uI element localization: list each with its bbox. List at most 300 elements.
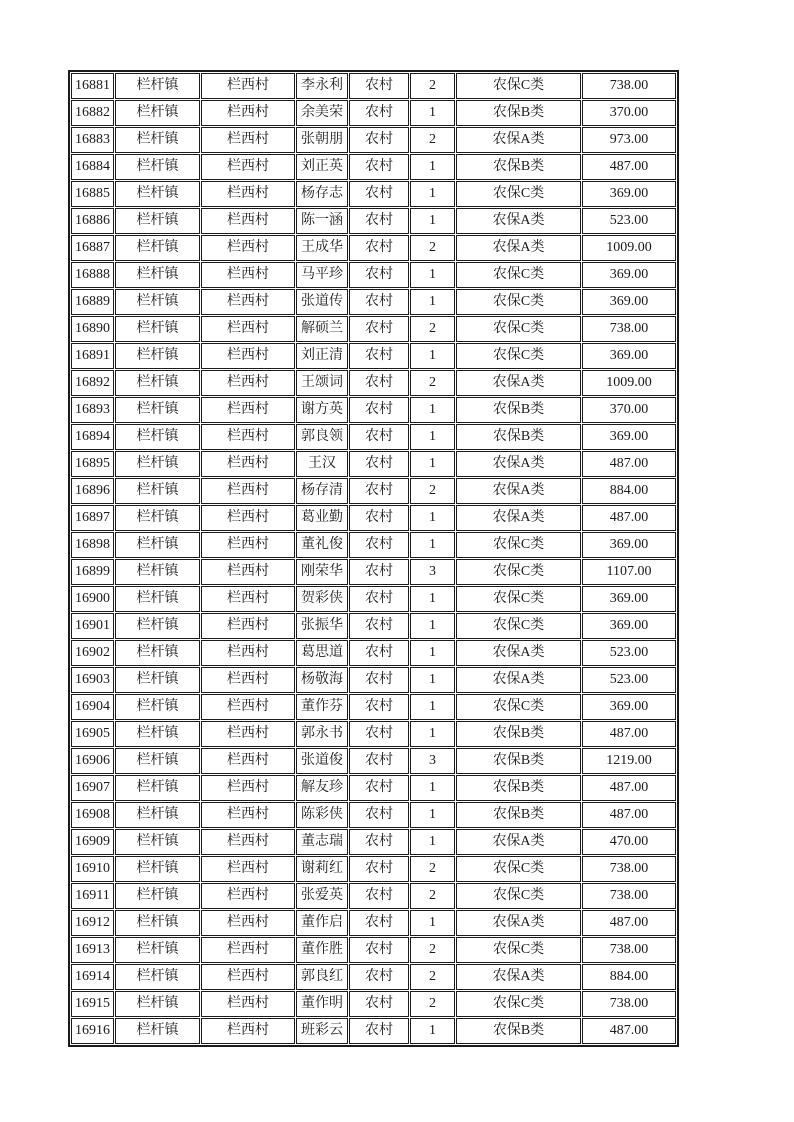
- cell-residence-type: 农村: [349, 181, 409, 207]
- cell-insurance-category: 农保A类: [456, 451, 581, 477]
- cell-residence-type: 农村: [349, 370, 409, 396]
- cell-village: 栏西村: [201, 181, 295, 207]
- cell-town: 栏杆镇: [115, 424, 200, 450]
- cell-insurance-category: 农保A类: [456, 964, 581, 990]
- table-row: [71, 640, 676, 666]
- cell-amount: 369.00: [582, 532, 676, 558]
- cell-insurance-category: 农保B类: [456, 802, 581, 828]
- cell-amount: 738.00: [582, 883, 676, 909]
- cell-residence-type: 农村: [349, 1018, 409, 1044]
- cell-town: 栏杆镇: [115, 667, 200, 693]
- cell-person-count: 1: [410, 208, 455, 234]
- table-row: [71, 532, 676, 558]
- cell-person-count: 1: [410, 829, 455, 855]
- cell-amount: 487.00: [582, 802, 676, 828]
- cell-record-id: 16910: [71, 856, 114, 882]
- cell-person-name: 刘正清: [296, 343, 348, 369]
- cell-person-name: 班彩云: [296, 1018, 348, 1044]
- cell-town: 栏杆镇: [115, 181, 200, 207]
- cell-residence-type: 农村: [349, 559, 409, 585]
- cell-person-count: 1: [410, 505, 455, 531]
- table-row: [71, 991, 676, 1017]
- cell-record-id: 16882: [71, 100, 114, 126]
- cell-village: 栏西村: [201, 991, 295, 1017]
- cell-amount: 973.00: [582, 127, 676, 153]
- cell-amount: 884.00: [582, 478, 676, 504]
- table-row: [71, 856, 676, 882]
- cell-amount: 487.00: [582, 505, 676, 531]
- cell-village: 栏西村: [201, 937, 295, 963]
- cell-amount: 738.00: [582, 316, 676, 342]
- cell-insurance-category: 农保B类: [456, 397, 581, 423]
- table-row: [71, 127, 676, 153]
- cell-record-id: 16898: [71, 532, 114, 558]
- table-row: [71, 424, 676, 450]
- cell-residence-type: 农村: [349, 937, 409, 963]
- cell-record-id: 16902: [71, 640, 114, 666]
- cell-town: 栏杆镇: [115, 586, 200, 612]
- cell-amount: 523.00: [582, 667, 676, 693]
- cell-record-id: 16906: [71, 748, 114, 774]
- cell-person-count: 1: [410, 397, 455, 423]
- cell-person-count: 2: [410, 991, 455, 1017]
- cell-person-count: 2: [410, 964, 455, 990]
- cell-person-count: 1: [410, 262, 455, 288]
- table-row: [71, 829, 676, 855]
- cell-amount: 738.00: [582, 991, 676, 1017]
- cell-insurance-category: 农保A类: [456, 829, 581, 855]
- cell-person-count: 2: [410, 856, 455, 882]
- cell-town: 栏杆镇: [115, 370, 200, 396]
- cell-insurance-category: 农保C类: [456, 991, 581, 1017]
- cell-village: 栏西村: [201, 721, 295, 747]
- table-row: [71, 883, 676, 909]
- cell-town: 栏杆镇: [115, 154, 200, 180]
- cell-town: 栏杆镇: [115, 694, 200, 720]
- cell-person-name: 张道俊: [296, 748, 348, 774]
- cell-record-id: 16895: [71, 451, 114, 477]
- cell-residence-type: 农村: [349, 667, 409, 693]
- table-row: [71, 721, 676, 747]
- cell-town: 栏杆镇: [115, 856, 200, 882]
- cell-village: 栏西村: [201, 775, 295, 801]
- cell-residence-type: 农村: [349, 316, 409, 342]
- cell-insurance-category: 农保C类: [456, 289, 581, 315]
- cell-insurance-category: 农保B类: [456, 424, 581, 450]
- cell-person-name: 陈彩侠: [296, 802, 348, 828]
- cell-residence-type: 农村: [349, 451, 409, 477]
- cell-insurance-category: 农保A类: [456, 235, 581, 261]
- cell-person-name: 李永利: [296, 73, 348, 99]
- cell-person-name: 葛思道: [296, 640, 348, 666]
- cell-person-name: 马平珍: [296, 262, 348, 288]
- cell-insurance-category: 农保C类: [456, 694, 581, 720]
- cell-residence-type: 农村: [349, 964, 409, 990]
- cell-record-id: 16908: [71, 802, 114, 828]
- cell-village: 栏西村: [201, 397, 295, 423]
- cell-residence-type: 农村: [349, 289, 409, 315]
- cell-person-count: 2: [410, 478, 455, 504]
- table-row: [71, 181, 676, 207]
- cell-person-count: 2: [410, 73, 455, 99]
- cell-record-id: 16911: [71, 883, 114, 909]
- cell-insurance-category: 农保C类: [456, 73, 581, 99]
- cell-village: 栏西村: [201, 316, 295, 342]
- cell-town: 栏杆镇: [115, 73, 200, 99]
- cell-town: 栏杆镇: [115, 910, 200, 936]
- cell-person-name: 郭良红: [296, 964, 348, 990]
- cell-record-id: 16888: [71, 262, 114, 288]
- cell-person-name: 刘正英: [296, 154, 348, 180]
- cell-village: 栏西村: [201, 343, 295, 369]
- cell-person-count: 1: [410, 100, 455, 126]
- benefit-table: [68, 70, 679, 1047]
- cell-insurance-category: 农保C类: [456, 856, 581, 882]
- cell-village: 栏西村: [201, 667, 295, 693]
- cell-town: 栏杆镇: [115, 505, 200, 531]
- cell-amount: 369.00: [582, 586, 676, 612]
- cell-town: 栏杆镇: [115, 289, 200, 315]
- cell-person-name: 董礼俊: [296, 532, 348, 558]
- cell-person-name: 董作胜: [296, 937, 348, 963]
- cell-person-count: 1: [410, 154, 455, 180]
- table-row: [71, 100, 676, 126]
- cell-village: 栏西村: [201, 478, 295, 504]
- table-row: [71, 694, 676, 720]
- cell-residence-type: 农村: [349, 127, 409, 153]
- cell-residence-type: 农村: [349, 343, 409, 369]
- cell-residence-type: 农村: [349, 748, 409, 774]
- cell-residence-type: 农村: [349, 856, 409, 882]
- cell-village: 栏西村: [201, 127, 295, 153]
- cell-person-count: 1: [410, 424, 455, 450]
- cell-amount: 884.00: [582, 964, 676, 990]
- cell-insurance-category: 农保C类: [456, 613, 581, 639]
- cell-village: 栏西村: [201, 829, 295, 855]
- cell-town: 栏杆镇: [115, 991, 200, 1017]
- cell-amount: 370.00: [582, 100, 676, 126]
- cell-amount: 1219.00: [582, 748, 676, 774]
- cell-town: 栏杆镇: [115, 478, 200, 504]
- cell-person-count: 2: [410, 370, 455, 396]
- cell-person-count: 2: [410, 235, 455, 261]
- cell-insurance-category: 农保B类: [456, 154, 581, 180]
- cell-person-name: 谢莉红: [296, 856, 348, 882]
- cell-record-id: 16916: [71, 1018, 114, 1044]
- cell-amount: 1009.00: [582, 370, 676, 396]
- cell-insurance-category: 农保C类: [456, 559, 581, 585]
- cell-insurance-category: 农保A类: [456, 505, 581, 531]
- cell-town: 栏杆镇: [115, 100, 200, 126]
- cell-insurance-category: 农保B类: [456, 775, 581, 801]
- cell-amount: 369.00: [582, 424, 676, 450]
- cell-town: 栏杆镇: [115, 964, 200, 990]
- cell-person-count: 1: [410, 1018, 455, 1044]
- cell-record-id: 16913: [71, 937, 114, 963]
- cell-record-id: 16890: [71, 316, 114, 342]
- cell-town: 栏杆镇: [115, 235, 200, 261]
- cell-amount: 487.00: [582, 910, 676, 936]
- cell-amount: 487.00: [582, 721, 676, 747]
- cell-person-name: 杨存清: [296, 478, 348, 504]
- cell-village: 栏西村: [201, 694, 295, 720]
- cell-person-name: 郭良领: [296, 424, 348, 450]
- table-row: [71, 748, 676, 774]
- cell-village: 栏西村: [201, 559, 295, 585]
- table-row: [71, 775, 676, 801]
- cell-amount: 738.00: [582, 937, 676, 963]
- cell-residence-type: 农村: [349, 640, 409, 666]
- cell-amount: 369.00: [582, 181, 676, 207]
- cell-village: 栏西村: [201, 856, 295, 882]
- cell-person-count: 1: [410, 613, 455, 639]
- cell-person-name: 葛业勤: [296, 505, 348, 531]
- cell-record-id: 16892: [71, 370, 114, 396]
- cell-town: 栏杆镇: [115, 127, 200, 153]
- table-row: [71, 478, 676, 504]
- table-row: [71, 613, 676, 639]
- cell-amount: 470.00: [582, 829, 676, 855]
- cell-residence-type: 农村: [349, 397, 409, 423]
- cell-town: 栏杆镇: [115, 829, 200, 855]
- cell-insurance-category: 农保A类: [456, 667, 581, 693]
- table-row: [71, 235, 676, 261]
- cell-record-id: 16896: [71, 478, 114, 504]
- cell-village: 栏西村: [201, 451, 295, 477]
- cell-person-count: 2: [410, 937, 455, 963]
- cell-insurance-category: 农保C类: [456, 532, 581, 558]
- cell-record-id: 16904: [71, 694, 114, 720]
- cell-person-name: 贺彩侠: [296, 586, 348, 612]
- cell-insurance-category: 农保B类: [456, 1018, 581, 1044]
- cell-town: 栏杆镇: [115, 451, 200, 477]
- cell-person-name: 张朝朋: [296, 127, 348, 153]
- cell-amount: 738.00: [582, 856, 676, 882]
- table-row: [71, 451, 676, 477]
- cell-town: 栏杆镇: [115, 748, 200, 774]
- cell-insurance-category: 农保A类: [456, 208, 581, 234]
- cell-person-count: 1: [410, 721, 455, 747]
- cell-person-name: 杨敬海: [296, 667, 348, 693]
- table-body: [71, 73, 676, 1044]
- cell-amount: 523.00: [582, 208, 676, 234]
- cell-residence-type: 农村: [349, 694, 409, 720]
- cell-residence-type: 农村: [349, 424, 409, 450]
- cell-residence-type: 农村: [349, 73, 409, 99]
- cell-person-count: 1: [410, 181, 455, 207]
- table-row: [71, 289, 676, 315]
- cell-residence-type: 农村: [349, 505, 409, 531]
- table-row: [71, 343, 676, 369]
- cell-person-name: 谢方英: [296, 397, 348, 423]
- cell-insurance-category: 农保B类: [456, 721, 581, 747]
- cell-record-id: 16912: [71, 910, 114, 936]
- cell-town: 栏杆镇: [115, 532, 200, 558]
- cell-amount: 1107.00: [582, 559, 676, 585]
- cell-person-count: 1: [410, 289, 455, 315]
- cell-person-count: 1: [410, 586, 455, 612]
- cell-record-id: 16887: [71, 235, 114, 261]
- cell-record-id: 16897: [71, 505, 114, 531]
- cell-town: 栏杆镇: [115, 883, 200, 909]
- cell-person-name: 王颂词: [296, 370, 348, 396]
- table-row: [71, 262, 676, 288]
- table-row: [71, 1018, 676, 1044]
- cell-record-id: 16893: [71, 397, 114, 423]
- table-row: [71, 397, 676, 423]
- cell-residence-type: 农村: [349, 532, 409, 558]
- cell-person-name: 王汉: [296, 451, 348, 477]
- cell-village: 栏西村: [201, 748, 295, 774]
- cell-record-id: 16915: [71, 991, 114, 1017]
- cell-insurance-category: 农保B类: [456, 100, 581, 126]
- cell-insurance-category: 农保A类: [456, 478, 581, 504]
- table-row: [71, 667, 676, 693]
- cell-record-id: 16884: [71, 154, 114, 180]
- table-row: [71, 802, 676, 828]
- cell-person-name: 刚荣华: [296, 559, 348, 585]
- cell-village: 栏西村: [201, 586, 295, 612]
- cell-residence-type: 农村: [349, 586, 409, 612]
- table-row: [71, 73, 676, 99]
- cell-insurance-category: 农保A类: [456, 910, 581, 936]
- cell-person-count: 3: [410, 748, 455, 774]
- cell-village: 栏西村: [201, 235, 295, 261]
- cell-person-count: 1: [410, 802, 455, 828]
- cell-amount: 370.00: [582, 397, 676, 423]
- cell-residence-type: 农村: [349, 883, 409, 909]
- cell-town: 栏杆镇: [115, 559, 200, 585]
- cell-amount: 487.00: [582, 1018, 676, 1044]
- cell-person-count: 1: [410, 694, 455, 720]
- cell-amount: 487.00: [582, 775, 676, 801]
- cell-person-name: 王成华: [296, 235, 348, 261]
- cell-record-id: 16894: [71, 424, 114, 450]
- cell-person-name: 董作启: [296, 910, 348, 936]
- cell-person-count: 2: [410, 127, 455, 153]
- cell-person-count: 1: [410, 451, 455, 477]
- cell-person-count: 2: [410, 316, 455, 342]
- cell-village: 栏西村: [201, 154, 295, 180]
- cell-town: 栏杆镇: [115, 937, 200, 963]
- cell-record-id: 16907: [71, 775, 114, 801]
- cell-insurance-category: 农保C类: [456, 883, 581, 909]
- cell-insurance-category: 农保A类: [456, 370, 581, 396]
- cell-record-id: 16899: [71, 559, 114, 585]
- cell-residence-type: 农村: [349, 775, 409, 801]
- cell-record-id: 16885: [71, 181, 114, 207]
- cell-town: 栏杆镇: [115, 316, 200, 342]
- cell-town: 栏杆镇: [115, 775, 200, 801]
- cell-village: 栏西村: [201, 370, 295, 396]
- cell-village: 栏西村: [201, 532, 295, 558]
- cell-person-count: 1: [410, 775, 455, 801]
- cell-person-name: 杨存志: [296, 181, 348, 207]
- cell-record-id: 16883: [71, 127, 114, 153]
- cell-person-name: 张爱英: [296, 883, 348, 909]
- cell-residence-type: 农村: [349, 478, 409, 504]
- cell-amount: 369.00: [582, 694, 676, 720]
- cell-amount: 738.00: [582, 73, 676, 99]
- cell-residence-type: 农村: [349, 613, 409, 639]
- cell-village: 栏西村: [201, 424, 295, 450]
- cell-record-id: 16886: [71, 208, 114, 234]
- table-row: [71, 964, 676, 990]
- cell-record-id: 16881: [71, 73, 114, 99]
- cell-person-count: 1: [410, 343, 455, 369]
- table-row: [71, 370, 676, 396]
- cell-person-name: 张振华: [296, 613, 348, 639]
- cell-village: 栏西村: [201, 208, 295, 234]
- cell-village: 栏西村: [201, 802, 295, 828]
- table-row: [71, 559, 676, 585]
- cell-insurance-category: 农保C类: [456, 586, 581, 612]
- cell-residence-type: 农村: [349, 802, 409, 828]
- cell-amount: 1009.00: [582, 235, 676, 261]
- cell-amount: 369.00: [582, 262, 676, 288]
- cell-town: 栏杆镇: [115, 343, 200, 369]
- cell-residence-type: 农村: [349, 910, 409, 936]
- cell-amount: 369.00: [582, 613, 676, 639]
- cell-record-id: 16903: [71, 667, 114, 693]
- table-row: [71, 208, 676, 234]
- cell-insurance-category: 农保C类: [456, 316, 581, 342]
- cell-person-name: 董作芬: [296, 694, 348, 720]
- cell-insurance-category: 农保C类: [456, 262, 581, 288]
- cell-town: 栏杆镇: [115, 397, 200, 423]
- cell-person-count: 2: [410, 883, 455, 909]
- cell-village: 栏西村: [201, 262, 295, 288]
- cell-person-count: 1: [410, 640, 455, 666]
- cell-village: 栏西村: [201, 964, 295, 990]
- cell-person-name: 董作明: [296, 991, 348, 1017]
- cell-town: 栏杆镇: [115, 640, 200, 666]
- cell-town: 栏杆镇: [115, 721, 200, 747]
- cell-amount: 487.00: [582, 154, 676, 180]
- cell-record-id: 16914: [71, 964, 114, 990]
- table-row: [71, 505, 676, 531]
- cell-residence-type: 农村: [349, 100, 409, 126]
- cell-residence-type: 农村: [349, 991, 409, 1017]
- cell-insurance-category: 农保A类: [456, 127, 581, 153]
- cell-town: 栏杆镇: [115, 802, 200, 828]
- cell-residence-type: 农村: [349, 208, 409, 234]
- cell-person-count: 1: [410, 667, 455, 693]
- table-row: [71, 154, 676, 180]
- cell-record-id: 16909: [71, 829, 114, 855]
- cell-record-id: 16891: [71, 343, 114, 369]
- cell-amount: 523.00: [582, 640, 676, 666]
- cell-residence-type: 农村: [349, 262, 409, 288]
- cell-village: 栏西村: [201, 289, 295, 315]
- cell-person-count: 3: [410, 559, 455, 585]
- cell-record-id: 16905: [71, 721, 114, 747]
- cell-residence-type: 农村: [349, 829, 409, 855]
- cell-town: 栏杆镇: [115, 613, 200, 639]
- cell-town: 栏杆镇: [115, 1018, 200, 1044]
- cell-village: 栏西村: [201, 1018, 295, 1044]
- cell-village: 栏西村: [201, 613, 295, 639]
- cell-person-name: 张道传: [296, 289, 348, 315]
- table-row: [71, 937, 676, 963]
- cell-person-count: 1: [410, 910, 455, 936]
- cell-village: 栏西村: [201, 910, 295, 936]
- cell-amount: 369.00: [582, 343, 676, 369]
- cell-person-name: 余美荣: [296, 100, 348, 126]
- cell-record-id: 16901: [71, 613, 114, 639]
- cell-insurance-category: 农保C类: [456, 937, 581, 963]
- table-row: [71, 316, 676, 342]
